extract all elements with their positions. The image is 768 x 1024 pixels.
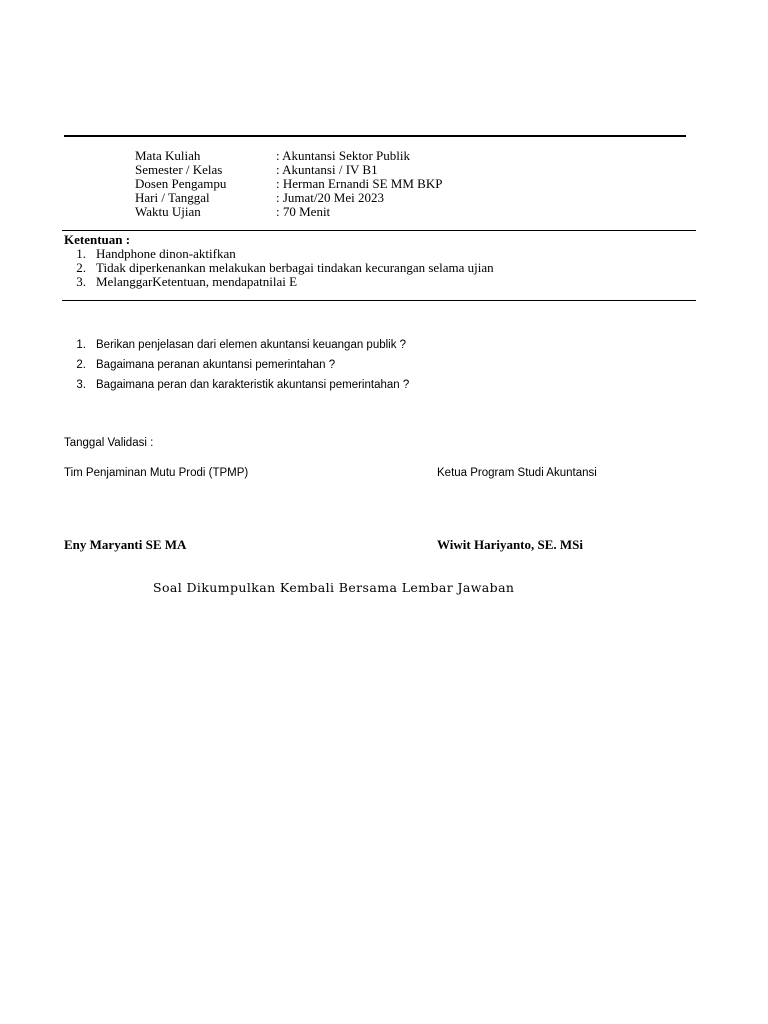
info-row-mata-kuliah <box>135 149 442 163</box>
info-label: Mata Kuliah <box>135 148 201 163</box>
ketentuan-item-text: MelanggarKetentuan, mendapatnilai E <box>96 274 298 289</box>
question-number: 2. <box>76 359 86 371</box>
question-number: 1. <box>76 339 86 351</box>
info-label: Hari / Tanggal <box>135 190 210 205</box>
question-list <box>66 338 409 398</box>
ketentuan-block <box>64 233 494 289</box>
info-label: Waktu Ujian <box>135 204 201 219</box>
ketentuan-item-text: Handphone dinon-aktifkan <box>96 246 236 261</box>
ketentuan-item <box>64 275 494 289</box>
ketentuan-bottom-divider <box>62 300 696 301</box>
ketentuan-item-number: 3. <box>76 274 86 289</box>
ketentuan-item-number: 2. <box>76 260 86 275</box>
info-value: : Akuntansi / IV B1 <box>276 162 378 177</box>
ketentuan-top-divider <box>62 230 696 231</box>
question-item <box>66 378 409 398</box>
ketentuan-item <box>64 261 494 275</box>
info-row-hari-tanggal <box>135 191 442 205</box>
tpmp-role-label: Tim Penjaminan Mutu Prodi (TPMP) <box>64 467 249 479</box>
info-row-semester-kelas <box>135 163 442 177</box>
info-value: : Akuntansi Sektor Publik <box>276 148 410 163</box>
question-text: Berikan penjelasan dari elemen akuntansi keuangan publik ? <box>96 339 407 351</box>
kaprodi-role-label: Ketua Program Studi Akuntansi <box>437 467 597 479</box>
header-divider-thick <box>64 135 686 137</box>
tpmp-signatory-name: Eny Maryanti SE MA <box>64 537 187 552</box>
validation-date-label: Tanggal Validasi : <box>64 437 154 449</box>
ketentuan-item-text: Tidak diperkenankan melakukan berbagai tindakan kecurangan selama ujian <box>96 260 494 275</box>
question-item <box>66 358 409 378</box>
question-text: Bagaimana peran dan karakteristik akuntansi pemerintahan ? <box>96 379 410 391</box>
info-row-dosen-pengampu <box>135 177 442 191</box>
kaprodi-signatory-name: Wiwit Hariyanto, SE. MSi <box>437 537 584 552</box>
info-value: : Herman Ernandi SE MM BKP <box>276 176 443 191</box>
info-value: : 70 Menit <box>276 204 331 219</box>
info-row-waktu-ujian <box>135 205 442 219</box>
ketentuan-item <box>64 247 494 261</box>
ketentuan-item-number: 1. <box>76 246 86 261</box>
info-label: Semester / Kelas <box>135 162 223 177</box>
info-label: Dosen Pengampu <box>135 176 227 191</box>
question-item <box>66 338 409 358</box>
question-text: Bagaimana peranan akuntansi pemerintahan ? <box>96 359 336 371</box>
submission-note: Soal Dikumpulkan Kembali Bersama Lembar Jawaban <box>153 580 515 595</box>
question-number: 3. <box>76 379 86 391</box>
info-value: : Jumat/20 Mei 2023 <box>276 190 384 205</box>
ketentuan-title: Ketentuan : <box>64 232 131 247</box>
exam-info-table <box>135 149 442 219</box>
